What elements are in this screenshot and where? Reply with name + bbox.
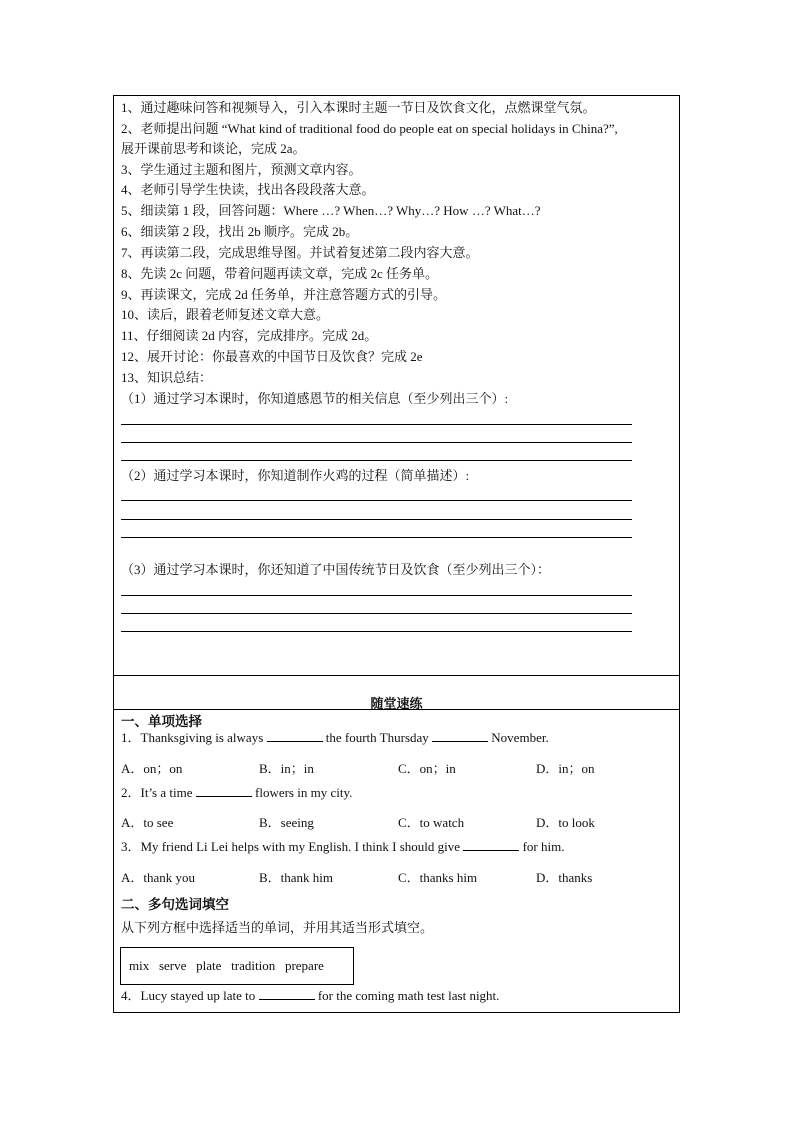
step-2-cont: 展开课前思考和谈论，完成 2a。	[121, 141, 306, 156]
question-1: 1．Thanksgiving is always the fourth Thursday November.	[121, 730, 549, 745]
summary-question-1: （1）通过学习本课时，你知道感恩节的相关信息（至少列出三个）:	[121, 391, 509, 406]
answer-line[interactable]	[121, 613, 632, 614]
question-2: 2．It’s a time flowers in my city.	[121, 785, 353, 800]
option-a[interactable]: A．to see	[121, 815, 174, 830]
step-6: 6、细读第 2 段，找出 2b 顺序。完成 2b。	[121, 224, 359, 239]
option-a[interactable]: A．thank you	[121, 870, 196, 885]
answer-line[interactable]	[121, 424, 632, 425]
answer-line[interactable]	[121, 631, 632, 632]
answer-line[interactable]	[121, 442, 632, 443]
row-divider	[114, 675, 679, 676]
step-5: 5、细读第 1 段，回答问题：Where …? When…? Why…? How …? What…?	[121, 203, 541, 218]
blank[interactable]	[196, 785, 252, 797]
step-3: 3、学生通过主题和图片，预测文章内容。	[121, 162, 362, 177]
blank[interactable]	[463, 839, 519, 851]
step-13: 13、知识总结：	[121, 370, 213, 385]
blank[interactable]	[432, 730, 488, 742]
blank[interactable]	[259, 988, 315, 1000]
step-9: 9、再读课文，完成 2d 任务单，并注意答题方式的引导。	[121, 287, 447, 302]
summary-question-3: （3）通过学习本课时，你还知道了中国传统节日及饮食（至少列出三个）：	[121, 562, 551, 577]
step-2: 2、老师提出问题 “What kind of traditional food do people eat on special holidays in China?”,	[121, 121, 618, 136]
step-4: 4、老师引导学生快读，找出各段段落大意。	[121, 182, 375, 197]
option-b[interactable]: B．thank him	[259, 870, 334, 885]
question-4: 4．Lucy stayed up late to for the coming math test last night.	[121, 988, 500, 1003]
section-single-choice: 一、单项选择	[121, 714, 202, 729]
option-b[interactable]: B．in；in	[259, 761, 314, 776]
step-10: 10、读后，跟着老师复述文章大意。	[121, 307, 330, 322]
blank[interactable]	[267, 730, 323, 742]
practice-title: 随堂速练	[370, 696, 423, 711]
question-3: 3．My friend Li Lei helps with my English. I think I should give for him.	[121, 839, 565, 854]
option-a[interactable]: A．on；on	[121, 761, 183, 776]
step-1: 1、通过趣味问答和视频导入，引入本课时主题一节日及饮食文化，点燃课堂气氛。	[121, 100, 596, 115]
answer-line[interactable]	[121, 460, 632, 461]
step-8: 8、先读 2c 问题，带着问题再读文章，完成 2c 任务单。	[121, 266, 439, 281]
answer-line[interactable]	[121, 595, 632, 596]
word-box: mix serve plate tradition prepare	[120, 947, 354, 985]
step-7: 7、再读第二段，完成思维导图。并试着复述第二段内容大意。	[121, 245, 479, 260]
step-12: 12、展开讨论：你最喜欢的中国节日及饮食？完成 2e	[121, 349, 423, 364]
option-b[interactable]: B．seeing	[259, 815, 314, 830]
option-d[interactable]: D．to look	[536, 815, 595, 830]
answer-line[interactable]	[121, 537, 632, 538]
answer-line[interactable]	[121, 519, 632, 520]
step-11: 11、仔细阅读 2d 内容，完成排序。完成 2d。	[121, 328, 378, 343]
option-d[interactable]: D．in；on	[536, 761, 595, 776]
instruction: 从下列方框中选择适当的单词，并用其适当形式填空。	[121, 920, 434, 935]
answer-line[interactable]	[121, 500, 632, 501]
option-c[interactable]: C．to watch	[398, 815, 465, 830]
option-c[interactable]: C．on；in	[398, 761, 456, 776]
section-word-fill: 二、多句选词填空	[121, 897, 229, 912]
summary-question-2: （2）通过学习本课时，你知道制作火鸡的过程（简单描述）:	[121, 468, 470, 483]
option-d[interactable]: D．thanks	[536, 870, 593, 885]
option-c[interactable]: C．thanks him	[398, 870, 478, 885]
worksheet-table	[113, 95, 680, 1013]
